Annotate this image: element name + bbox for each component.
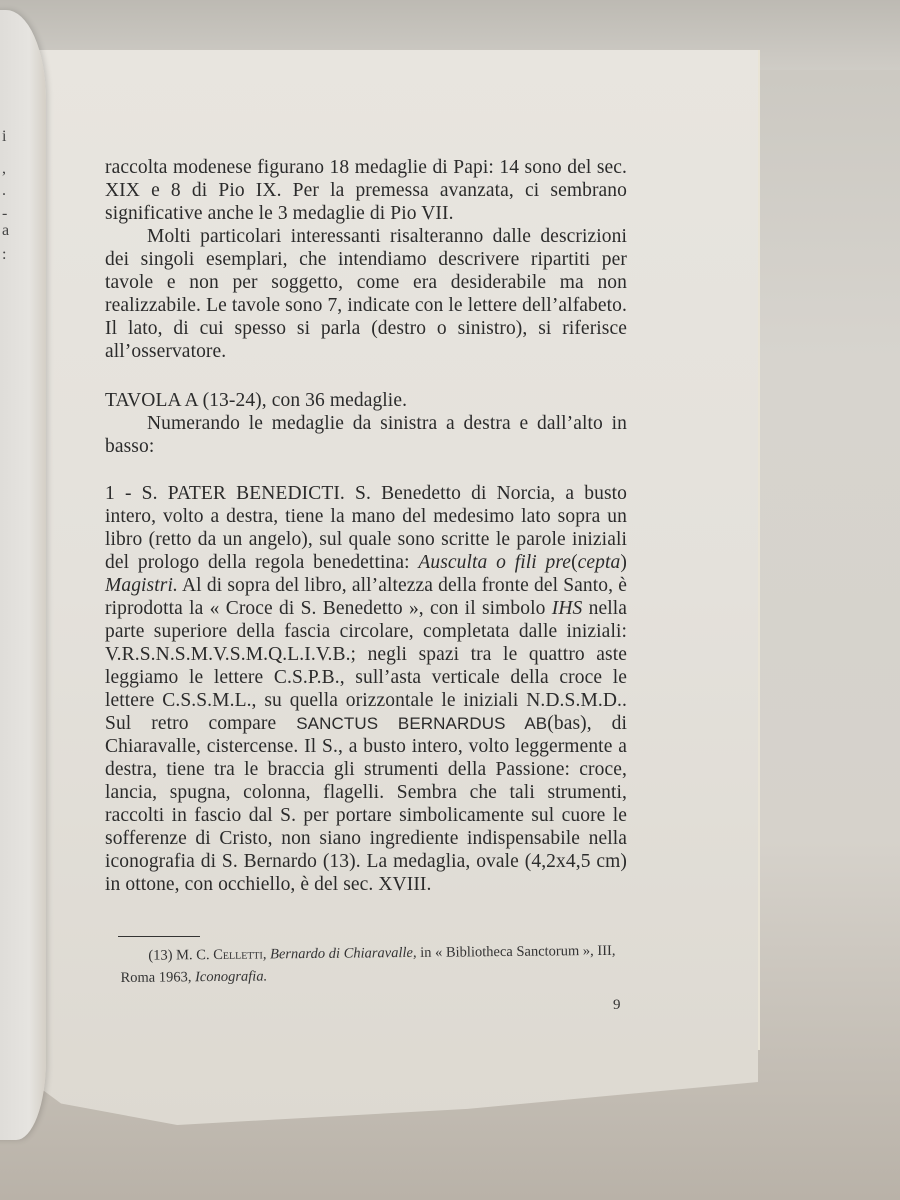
numbering-note: Numerando le medaglie da sinistra a destra e dall’alto in basso:	[105, 413, 627, 457]
intro-paragraph-2: Molti particolari interessanti risalteranno dalle descrizioni dei singoli esemplari, che intendiamo descrivere ripartiti per tavole e non per soggetto, come era desiderabile ma non realizzabile. Le tavole sono 7, indicate con le lettere dell’alfabeto. Il lato, di cui spesso si parla (destro o sinistro), si riferisce all’osservatore.	[105, 226, 627, 362]
facing-page-fragment: i	[2, 128, 7, 145]
facing-page-fragment: a	[2, 222, 10, 239]
entry-italic: Ausculta o fili pre	[418, 552, 572, 573]
footnote-title: Bernardo di Chiaravalle	[269, 944, 414, 963]
entry-italic: cepta	[577, 552, 621, 573]
footnote-text: , in « Bibliotheca Sanctorum », III,	[412, 942, 616, 961]
entry-italic: Magistri.	[105, 575, 178, 596]
entry-text: Al di sopra del libro, all’altezza della fronte del Santo, è riprodotta la « Croce di S. Benedetto », con il simbolo	[105, 575, 627, 619]
facing-page-edge	[0, 10, 46, 1140]
entry-text: 1 - S. PATER BENEDICTI. S. Benedetto di Norcia, a busto intero, volto a destra, tiene la mano del medesimo lato sopra un libro (retto da un angelo), sul quale sono scritte le parole iniziali del prologo della regola benedettina:	[105, 483, 627, 573]
entry-text: )	[620, 552, 627, 573]
entry-text: (bas), di Chiaravalle, cistercense. Il S., a busto intero, volto leggermente a destra, tiene tra le braccia gli strumenti della Passione: croce, lancia, spugna, colonna, flagelli. Sembra che tali strumenti, raccolti in fascio dal S. per portare simbolicamente sul cuore le sofferenze di Cristo, non siano ingrediente indispensabile nella iconografia di S. Bernardo (13). La medaglia, ovale (4,2x4,5 cm) in ottone, con occhiello, è del sec. XVIII.	[105, 713, 627, 895]
section-heading: TAVOLA A (13-24), con 36 medaglie.	[105, 390, 408, 411]
footnote-section: Iconografia.	[194, 968, 268, 986]
intro-paragraph-1: raccolta modenese figurano 18 medaglie di Papi: 14 sono del sec. XIX e 8 di Pio IX. Per la premessa avanzata, ci sembrano significative anche le 3 medaglie di Pio VII.	[105, 157, 627, 224]
entry-inscription: SANCTUS BERNARDUS AB	[296, 714, 548, 733]
footnote-text: Roma 1963,	[120, 969, 196, 986]
entry-text: (	[571, 552, 578, 573]
facing-page-fragment: :	[2, 246, 7, 263]
entry-text: nella parte superiore della fascia circolare, completata dalle iniziali: V.R.S.N.S.M.V.S.M.Q.L.I.V.B.; negli spazi tra le quattro aste leggiamo le lettere C.S.P.B., sull’asta verticale della croce le lettere C.S.S.M.L., su quella orizzontale le iniziali N.D.S.M.D.. Sul retro compare	[105, 598, 628, 734]
footnote-text: ,	[262, 946, 271, 963]
page-number: 9	[613, 997, 621, 1013]
footnote	[120, 920, 636, 989]
facing-page-fragment: .	[2, 182, 6, 199]
tavola-section	[105, 389, 627, 896]
entry-italic: IHS	[551, 598, 583, 619]
intro-text	[105, 156, 627, 363]
footnote-author: Celletti	[213, 946, 263, 964]
facing-page-fragment: ,	[2, 160, 6, 177]
facing-page-fragment: -	[2, 205, 8, 222]
footnote-number: (13) M. C.	[148, 947, 214, 964]
medal-entry-1	[105, 482, 627, 896]
